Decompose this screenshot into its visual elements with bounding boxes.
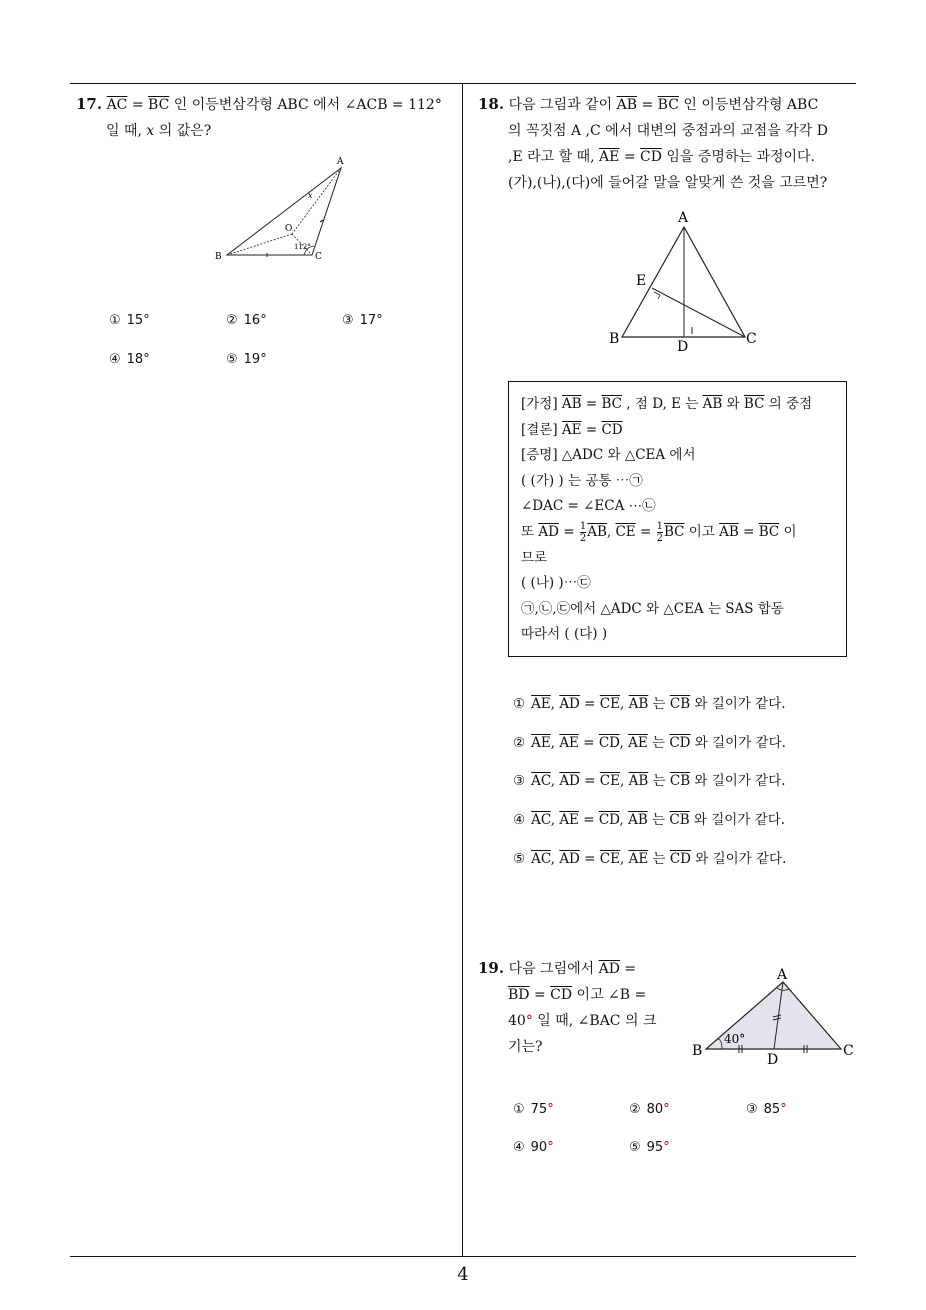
variable-x: x: [146, 123, 155, 139]
vertex-label-a: A: [777, 967, 788, 983]
question-18: [478, 91, 818, 118]
choice-text: ,: [619, 812, 629, 828]
segment-bc: $\overline{BC}$: [758, 523, 780, 540]
question-text: 다음 그림과 같이: [508, 97, 617, 113]
q19-triangle-figure: [686, 962, 861, 1072]
question-18-line4: (가),(나),(다)에 들어갈 말을 알맞게 쓴 것을 고르면?: [508, 175, 828, 191]
proof-line-9: ㉠,㉡,㉢에서 △ADC 와 △CEA 는 SAS 합동: [521, 600, 784, 617]
choice-text: 는: [648, 851, 670, 867]
equals: =: [637, 97, 658, 113]
choice-1[interactable]: [513, 1102, 554, 1117]
choice-3[interactable]: [513, 769, 786, 789]
degree-sign: °: [547, 1102, 554, 1117]
segment: $\overline{AC}$: [531, 812, 551, 828]
choice-number: ⑤: [226, 352, 238, 367]
choice-text: 와 길이가 같다.: [690, 696, 786, 712]
angle-label-x: x: [308, 191, 313, 200]
degree-sign: °: [780, 1102, 787, 1117]
choice-1[interactable]: [513, 692, 786, 712]
segment-ab: $\overline{AB}$: [616, 97, 637, 113]
question-18-line2: 의 꼭짓점 A ,C 에서 대변의 중점과의 교점을 각각 D: [508, 123, 828, 139]
denominator: 2: [656, 532, 663, 544]
choice-text: 는: [648, 773, 670, 789]
segment-bd: $\overline{BD}$: [508, 987, 530, 1003]
numerator: 1: [579, 520, 587, 532]
choice-5[interactable]: [629, 1140, 670, 1155]
choice-text: ,: [619, 735, 629, 751]
question-text: =: [619, 961, 637, 977]
choice-number: ⑤: [513, 851, 526, 867]
equals: =: [131, 97, 144, 113]
equals: =: [581, 421, 602, 438]
segment-bc: $\overline{BC}$: [743, 396, 765, 412]
degree-sign: °: [525, 1013, 533, 1029]
segment: $\overline{AD}$: [559, 696, 580, 712]
equals: =: [558, 523, 579, 540]
choice-number: ④: [513, 1140, 525, 1155]
proof-text: 이: [779, 523, 797, 540]
proof-text: 이고: [684, 523, 720, 540]
q17-triangle-figure: [210, 150, 350, 266]
choice-2[interactable]: [629, 1102, 670, 1117]
numerator: 1: [656, 520, 663, 532]
segment-ab: $\overline{AB}$: [561, 396, 582, 412]
question-text: 이고 ∠B =: [572, 987, 647, 1003]
bottom-rule: [70, 1256, 856, 1257]
choice-text: ,: [550, 851, 560, 867]
choice-number: ③: [342, 313, 354, 328]
page-number: 4: [457, 1264, 469, 1285]
question-text: 의 값은?: [154, 123, 212, 139]
choice-text: 75: [530, 1102, 548, 1117]
segment: $\overline{CB}$: [669, 696, 691, 712]
proof-line-5: ∠DAC = ∠ECA ⋯㉡: [521, 498, 656, 515]
question-17-line2: [106, 118, 211, 144]
segment: $\overline{CD}$: [598, 812, 620, 828]
vertex-label-b: B: [692, 1043, 703, 1059]
question-text: 인 이등변삼각형 ABC 에서 ∠ACB = 112°: [173, 97, 442, 113]
equals: =: [578, 735, 599, 751]
vertex-label-b: B: [609, 331, 620, 347]
choice-text: 80: [646, 1102, 664, 1117]
choice-text: 85: [763, 1102, 781, 1117]
choice-text: 18°: [126, 352, 150, 367]
top-rule: [70, 83, 856, 84]
point-label-d: D: [767, 1052, 779, 1068]
choice-text: 와 길이가 같다.: [690, 735, 786, 751]
choice-number: ②: [513, 735, 526, 751]
choice-number: ②: [629, 1102, 641, 1117]
choice-text: 와 길이가 같다.: [689, 812, 786, 828]
choice-text: 16°: [243, 313, 267, 328]
vertex-label-c: C: [843, 1043, 854, 1059]
choice-text: 19°: [243, 352, 267, 367]
proof-text: , 점 D, E 는: [622, 396, 703, 412]
degree-sign: °: [663, 1140, 670, 1155]
choice-number: ②: [226, 313, 238, 328]
question-19-line2: [508, 982, 646, 1008]
question-19: [478, 955, 636, 982]
question-text: 다음 그림에서: [508, 961, 599, 977]
choice-3[interactable]: [342, 313, 383, 328]
question-text: 임을 증명하는 과정이다.: [661, 149, 815, 165]
choice-text: ,: [619, 851, 629, 867]
segment-ab: $\overline{AB}$: [702, 396, 723, 412]
choice-number: ③: [746, 1102, 758, 1117]
choice-2[interactable]: [513, 731, 786, 751]
question-number: 18.: [478, 95, 505, 113]
equals: =: [619, 149, 641, 165]
equals: =: [579, 773, 600, 789]
choice-number: ④: [109, 352, 121, 367]
degree-sign: °: [547, 1140, 554, 1155]
vertex-label-c: C: [315, 252, 322, 262]
proof-text: 의 중점: [764, 396, 813, 412]
choice-text: 17°: [359, 313, 383, 328]
segment: $\overline{CD}$: [669, 735, 691, 751]
segment: $\overline{AE}$: [559, 812, 579, 828]
question-17: [76, 91, 442, 118]
question-text: 일 때, ∠BAC 의 크: [532, 1013, 657, 1029]
vertex-label-c: C: [746, 331, 757, 347]
equals: =: [579, 851, 600, 867]
proof-conclusion: [521, 418, 834, 444]
segment-ac: $\overline{AC}$: [106, 97, 128, 113]
segment-ae: $\overline{AE}$: [561, 421, 582, 438]
segment: $\overline{CD}$: [598, 735, 620, 751]
segment: $\overline{CB}$: [669, 773, 691, 789]
choice-number: ③: [513, 773, 526, 789]
choice-text: 와 길이가 같다.: [690, 851, 787, 867]
question-text: 인 이등변삼각형 ABC: [678, 97, 819, 113]
segment: $\overline{CE}$: [599, 851, 620, 867]
vertex-label-b: B: [215, 252, 222, 262]
angle-label-40: 40°: [724, 1032, 746, 1046]
column-divider: [462, 83, 463, 1256]
choice-text: ,: [550, 696, 560, 712]
equals: =: [578, 812, 599, 828]
choice-text: ,: [619, 773, 629, 789]
proof-text: 와: [722, 396, 744, 412]
segment-ce: $\overline{CE}$: [615, 523, 636, 540]
proof-text: ,: [606, 523, 616, 540]
point-label-e: E: [636, 273, 647, 289]
segment-ab: $\overline{AB}$: [587, 523, 607, 540]
segment: $\overline{AE}$: [628, 735, 648, 751]
choice-text: 90: [530, 1140, 548, 1155]
choice-text: ,: [619, 696, 629, 712]
segment: $\overline{AE}$: [559, 735, 579, 751]
choice-text: 는: [647, 812, 670, 828]
segment-ab: $\overline{AB}$: [719, 523, 739, 540]
choice-number: ④: [513, 812, 526, 828]
equals: =: [738, 523, 759, 540]
proof-line-7: 므로: [521, 549, 548, 566]
question-text: 40: [508, 1013, 526, 1029]
q18-triangle-figure: [600, 205, 770, 355]
question-18-line3: [508, 144, 815, 170]
segment-bc: $\overline{BC}$: [663, 523, 685, 540]
proof-box: [508, 381, 847, 657]
segment: $\overline{AC}$: [531, 851, 551, 867]
proof-line-10: 따라서 ( (다) ): [521, 626, 608, 643]
choice-4[interactable]: [513, 808, 785, 828]
segment: $\overline{AE}$: [531, 735, 551, 751]
segment-ae: $\overline{AE}$: [599, 149, 620, 165]
equals: =: [579, 696, 600, 712]
segment: $\overline{AE}$: [628, 851, 649, 867]
segment: $\overline{AD}$: [559, 851, 580, 867]
equals: =: [635, 523, 656, 540]
choice-5[interactable]: [513, 847, 786, 867]
proof-text: 또: [521, 523, 539, 540]
question-text: 일 때,: [106, 123, 147, 139]
segment: $\overline{CE}$: [599, 773, 620, 789]
vertex-label-a: A: [678, 210, 689, 226]
choice-1[interactable]: [109, 313, 150, 328]
choice-text: ,: [550, 773, 560, 789]
choice-2[interactable]: [226, 313, 267, 328]
proof-line-4: ( (가) ) 는 공통 ⋯㉠: [521, 472, 643, 489]
fraction-half: [580, 521, 586, 544]
question-number: 19.: [478, 959, 505, 977]
proof-line-8: ( (나) )⋯㉢: [521, 575, 591, 592]
segment: $\overline{AB}$: [628, 773, 649, 789]
segment-bc: $\overline{BC}$: [601, 396, 623, 412]
choice-4[interactable]: [513, 1140, 554, 1155]
equals: =: [581, 396, 602, 412]
question-19-line3: [508, 1008, 656, 1034]
choice-3[interactable]: [746, 1102, 787, 1117]
segment-cd: $\overline{CD}$: [640, 149, 662, 165]
segment: $\overline{AB}$: [628, 812, 648, 828]
choice-number: ⑤: [629, 1140, 641, 1155]
question-number: 17.: [76, 95, 103, 113]
segment: $\overline{AD}$: [559, 773, 580, 789]
choice-5[interactable]: [226, 352, 267, 367]
proof-text: [가정]: [521, 396, 562, 412]
segment: $\overline{CD}$: [669, 851, 691, 867]
degree-sign: °: [663, 1102, 670, 1117]
segment-cd: $\overline{CD}$: [601, 421, 623, 438]
choice-number: ①: [513, 1102, 525, 1117]
choice-text: 는: [647, 735, 670, 751]
segment-bc: $\overline{BC}$: [657, 97, 679, 113]
choice-text: 는: [648, 696, 670, 712]
segment-ad: $\overline{AD}$: [598, 961, 620, 977]
segment-cd: $\overline{CD}$: [550, 987, 573, 1003]
choice-text: 95: [646, 1140, 664, 1155]
segment: $\overline{AB}$: [628, 696, 649, 712]
question-text: ,E 라고 할 때,: [508, 149, 600, 165]
proof-assumption: [521, 392, 834, 418]
choice-number: ①: [109, 313, 121, 328]
segment-ad: $\overline{AD}$: [538, 523, 559, 540]
choice-text: ,: [550, 812, 560, 828]
segment: $\overline{AC}$: [531, 773, 551, 789]
segment: $\overline{CE}$: [599, 696, 620, 712]
denominator: 2: [579, 532, 587, 544]
segment: $\overline{CB}$: [669, 812, 690, 828]
choice-4[interactable]: [109, 352, 150, 367]
equals: =: [529, 987, 551, 1003]
proof-text: [결론]: [521, 421, 562, 438]
angle-label-112: 112°: [294, 243, 311, 251]
vertex-label-a: A: [337, 157, 344, 167]
choice-text: ,: [550, 735, 560, 751]
segment-bc: $\overline{BC}$: [148, 97, 170, 113]
point-label-d: D: [677, 339, 689, 355]
choice-text: 15°: [126, 313, 150, 328]
segment: $\overline{AE}$: [531, 696, 551, 712]
choice-text: 와 길이가 같다.: [690, 773, 786, 789]
proof-line-6: [521, 520, 834, 546]
question-19-line4: 기는?: [508, 1039, 543, 1055]
fraction-half: [657, 521, 663, 544]
point-label-o: O: [285, 224, 293, 234]
choice-number: ①: [513, 696, 526, 712]
proof-line-3: [증명] △ADC 와 △CEA 에서: [521, 447, 696, 464]
